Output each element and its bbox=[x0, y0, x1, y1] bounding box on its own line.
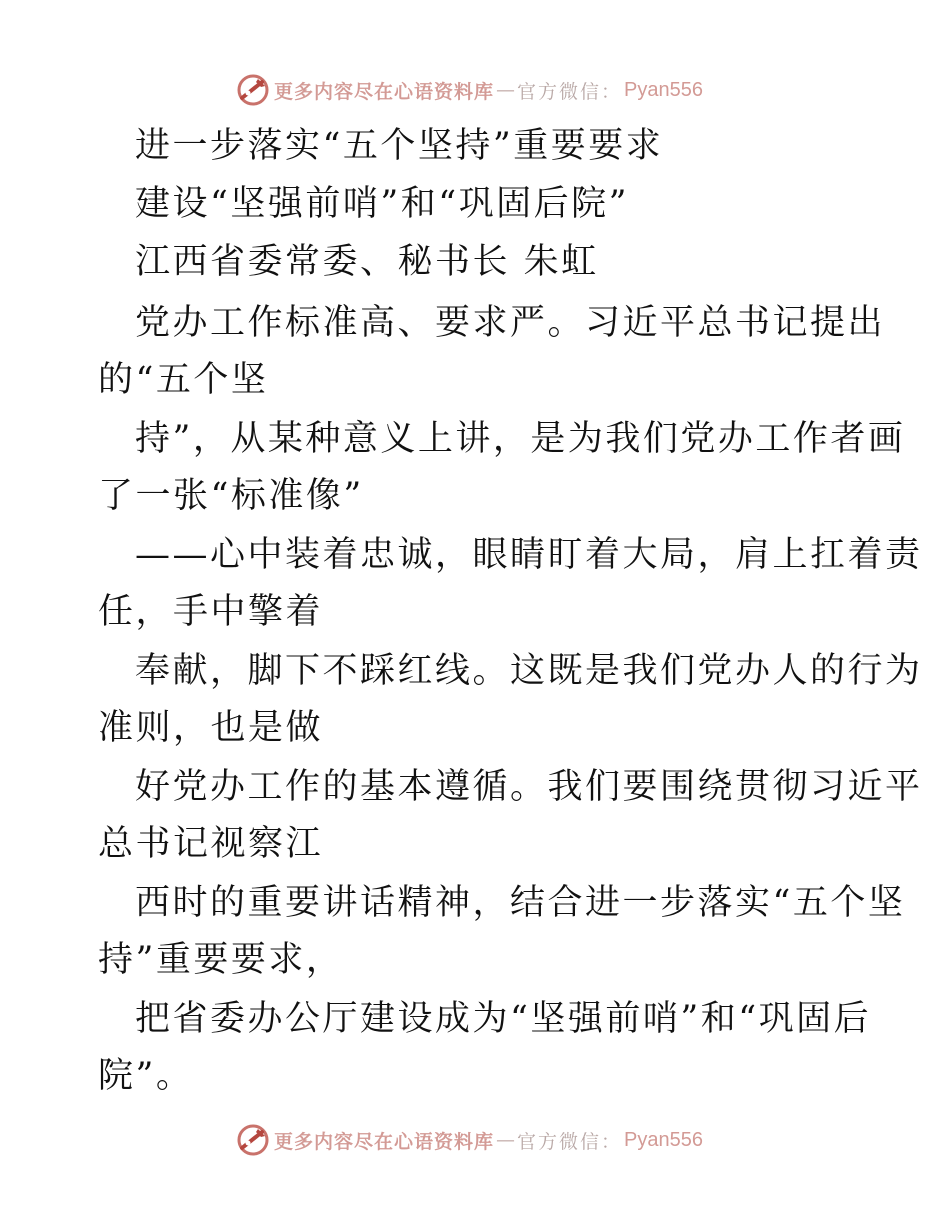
body-line: 把省委办公厅建设成为“坚强前哨”和“巩固后 bbox=[135, 999, 872, 1039]
header-watermark bbox=[236, 72, 703, 108]
watermark-id: Pyan556 bbox=[624, 1128, 703, 1151]
body-line: 奉献，脚下不踩红线。这既是我们党办人的行为 bbox=[135, 651, 923, 691]
body-line: 持”，从某种意义上讲，是为我们党办工作者画 bbox=[135, 419, 906, 459]
watermark-label: 官方微信： bbox=[517, 80, 623, 103]
body-line: ——心中装着忠诚，眼睛盯着大局，肩上扛着责 bbox=[135, 535, 923, 575]
pen-logo-icon bbox=[236, 73, 270, 107]
body-line: 了一张“标准像” bbox=[98, 476, 364, 516]
watermark-label: 官方微信： bbox=[517, 1130, 623, 1153]
footer-watermark bbox=[236, 1122, 703, 1158]
body-line: 的“五个坚 bbox=[98, 360, 269, 400]
body-line: 西时的重要讲话精神，结合进一步落实“五个坚 bbox=[135, 883, 906, 923]
watermark-main-text: 更多内容尽在心语资料库 bbox=[274, 1130, 495, 1153]
body-line: 准则，也是做 bbox=[98, 708, 324, 748]
watermark-dash: — bbox=[496, 79, 516, 101]
pen-logo-icon bbox=[236, 1123, 270, 1157]
author-line: 江西省委常委、秘书长 朱虹 bbox=[135, 242, 599, 282]
body-line: 好党办工作的基本遵循。我们要围绕贯彻习近平 bbox=[135, 767, 923, 807]
watermark-dash: — bbox=[496, 1129, 516, 1151]
body-line: 任，手中擎着 bbox=[98, 592, 324, 632]
title-line-2: 建设“坚强前哨”和“巩固后院” bbox=[135, 184, 630, 224]
body-line: 持”重要要求， bbox=[98, 940, 344, 980]
watermark-id: Pyan556 bbox=[624, 78, 703, 101]
body-line: 院”。 bbox=[98, 1056, 194, 1096]
body-line: 党办工作标准高、要求严。习近平总书记提出 bbox=[135, 303, 886, 343]
body-line: 总书记视察江 bbox=[98, 824, 324, 864]
title-line-1: 进一步落实“五个坚持”重要要求 bbox=[135, 126, 664, 166]
watermark-main-text: 更多内容尽在心语资料库 bbox=[274, 80, 495, 103]
